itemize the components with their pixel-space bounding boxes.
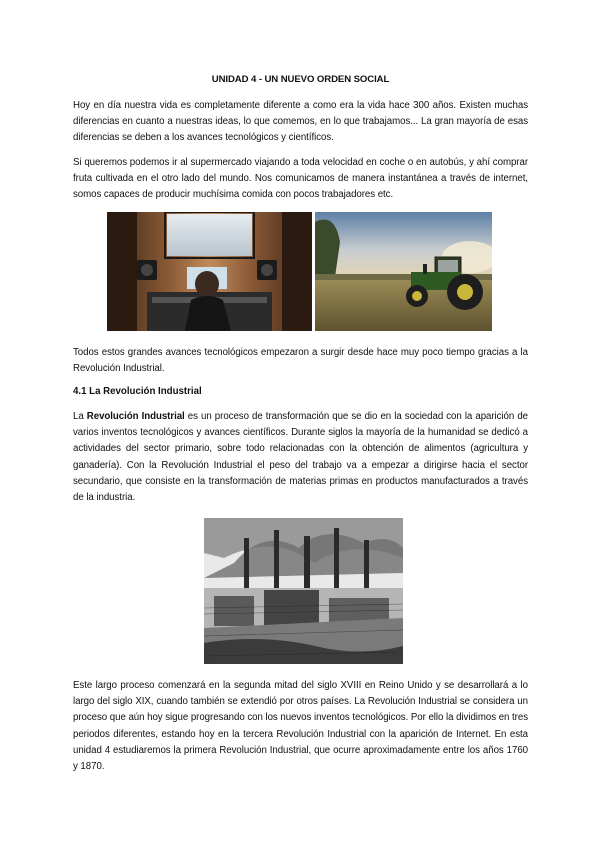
paragraph-timeline: Este largo proceso comenzará en la segunda mitad del siglo XVIII en Reino Unido y se desarrollará a lo largo del siglo XIX, cuando también se extendió por otros países. La Revolución Industrial se considera un proceso que aún hoy sigue progresando con los nuevos inventos tecnológicos. Por ello la dividimos en tres periodos diferentes, estando hoy en la tercera Revolución Industrial con la aparición de Internet. En esta unidad 4 estudiaremos la primera Revolución Industrial, que ocurre aproximadamente entre los años 1760 y 1870. bbox=[73, 680, 528, 773]
paragraph-intro: Hoy en día nuestra vida es completamente diferente a como era la vida hace 300 años. Existen muchas diferencias en cuanto a nuestras ideas, lo que comemos, en lo que trabajamos... La gran mayoría de esas diferencias se deben a los avances tecnológicos y científicos. bbox=[73, 100, 528, 144]
paragraph-definition-lead: La bbox=[73, 411, 87, 422]
industrial-city-engraving bbox=[204, 518, 403, 664]
page-title: UNIDAD 4 - UN NUEVO ORDEN SOCIAL bbox=[211, 74, 390, 85]
paragraph-definition-term: Revolución Industrial bbox=[86, 411, 185, 422]
paragraph-origin: Todos estos grandes avances tecnológicos empezaron a surgir desde hace muy poco tiempo gracias a la Revolución Industrial. bbox=[73, 347, 528, 375]
studio-photo bbox=[107, 212, 312, 331]
paragraph-examples: Si queremos podemos ir al supermercado viajando a toda velocidad en coche o en autobús, y ahí comprar fruta cultivada en el otro lado del mundo. Nos comunicamos de manera instantánea a través de internet, somos capaces de producir muchísima comida con pocos trabajadores etc. bbox=[73, 157, 528, 201]
tractor-photo bbox=[315, 212, 492, 331]
paragraph-definition-rest: es un proceso de transformación que se dio en la sociedad con la aparición de varios inventos tecnológicos y avances científicos. Durante siglos la mayoría de la humanidad se dedicó a actividades del sector primario, sobre todo relacionadas con la obtención de alimentos (agricultura y ganadería). Con la Revolución Industrial el peso del trabajo va a empezar a dirigirse hacia el sector secundario, que consiste en la transformación de materias primas en productos manufacturados a través de la industria. bbox=[73, 411, 528, 504]
paragraph-definition bbox=[73, 409, 528, 506]
section-heading: 4.1 La Revolución Industrial bbox=[73, 386, 202, 397]
